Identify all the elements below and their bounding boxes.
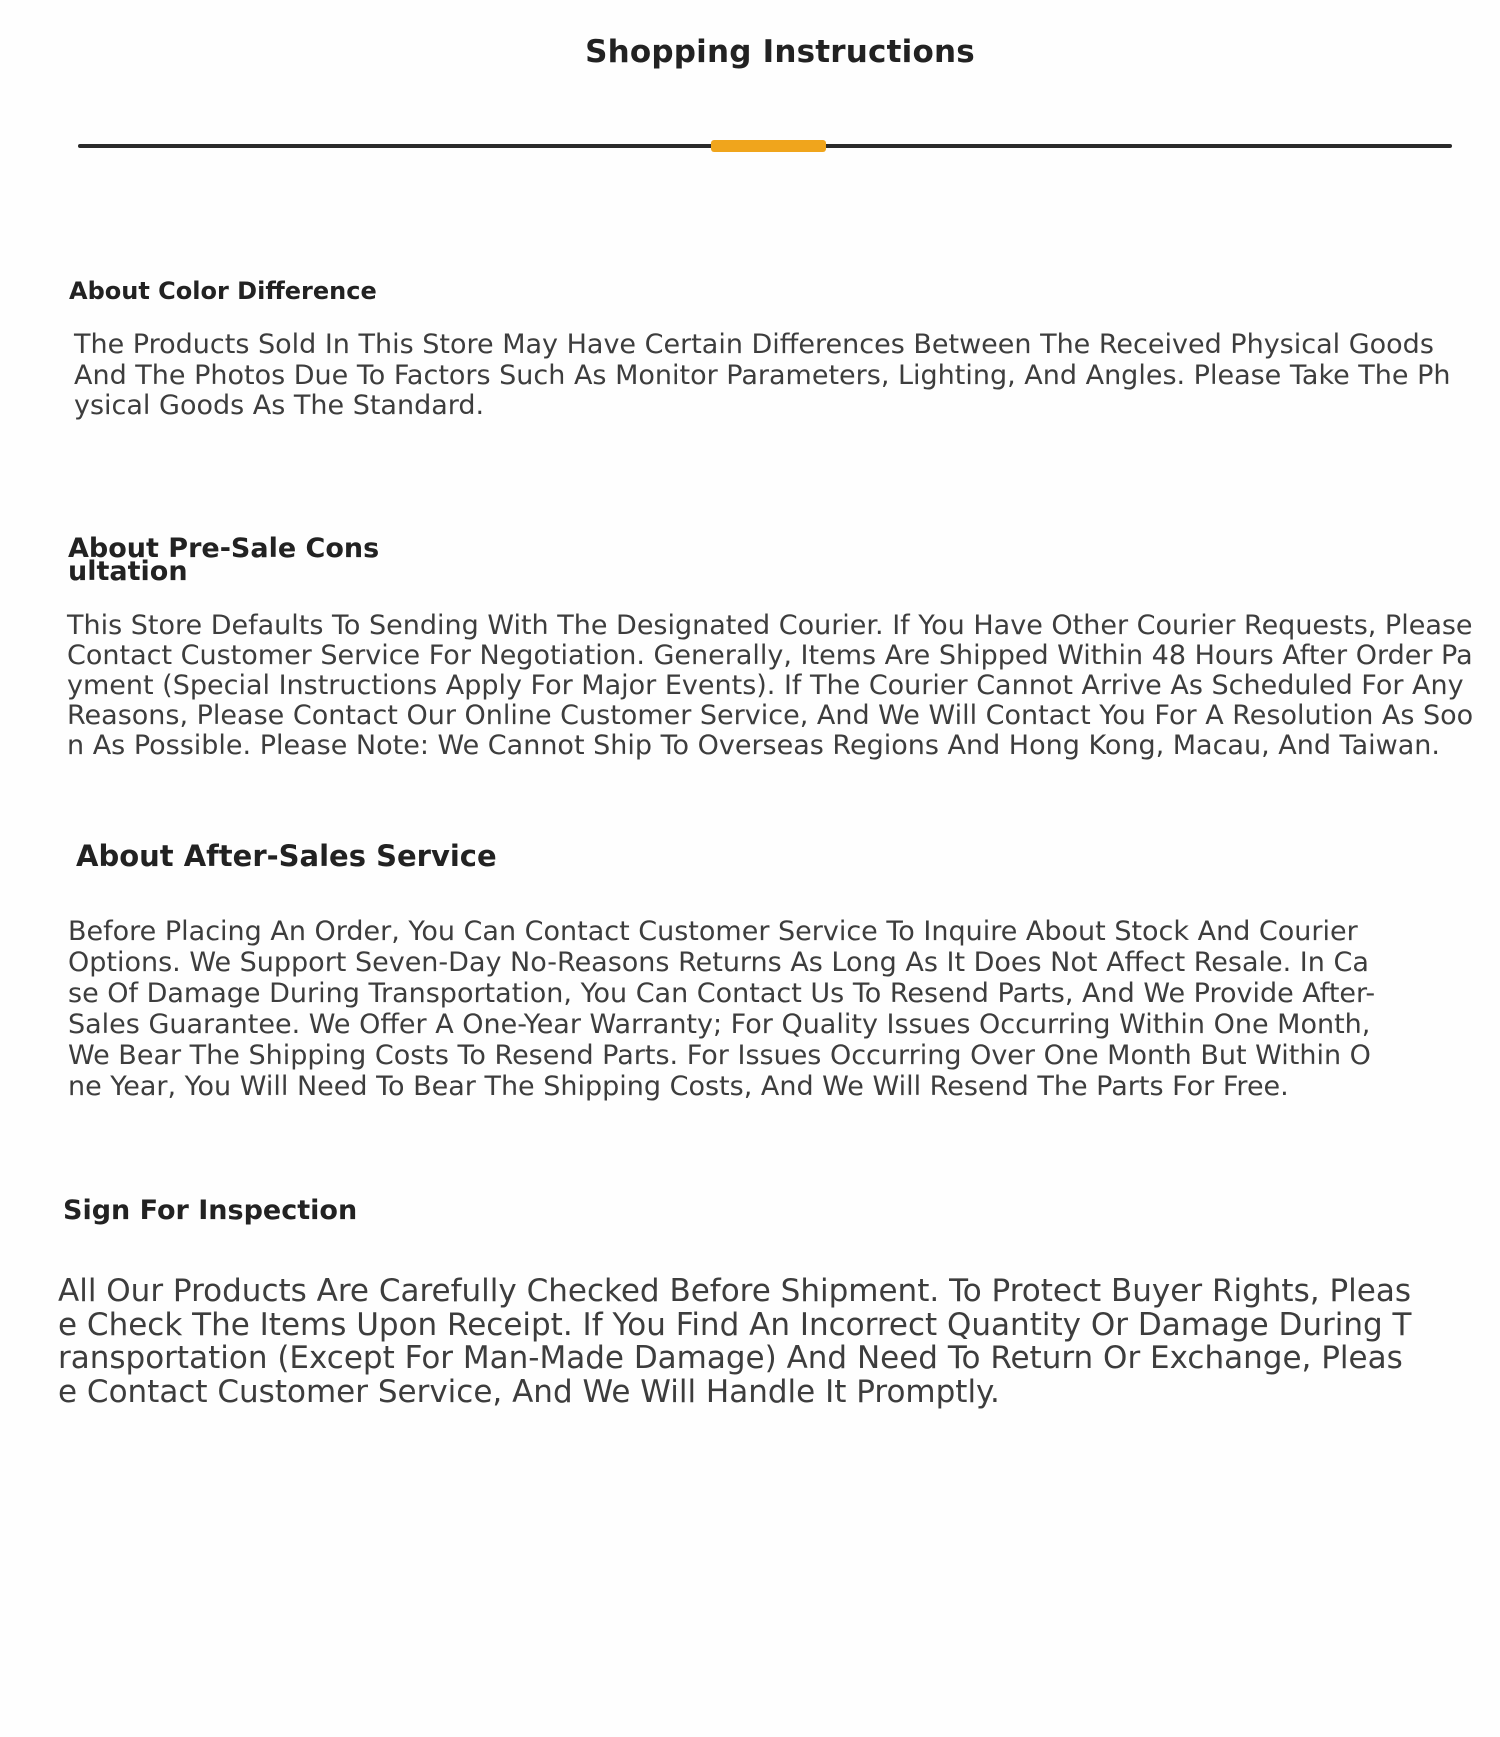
section-body: All Our Products Are Carefully Checked Before Shipment. To Protect Buyer Rights, Please Check The Items Upon Receipt. If You Find An Incorrect Quantity Or Damage During Transportation (Except For Man-Made Damage) And Need To Return Or Exchange, Please Contact Customer Service, And We Will Handle It Promptly.	[58, 1273, 1412, 1410]
section-heading: About Pre-Sale Consultation	[68, 533, 380, 587]
page-title: Shopping Instructions	[585, 34, 975, 70]
section-body: The Products Sold In This Store May Have Certain Differences Between The Received Physical Goods And The Photos Due To Factors Such As Monitor Parameters, Lighting, And Angles. Please Take The Physical Goods As The Standard.	[74, 329, 1451, 421]
section-heading: About After-Sales Service	[76, 839, 497, 873]
section-body: This Store Defaults To Sending With The Designated Courier. If You Have Other Courier Requests, Please Contact Customer Service For Negotiation. Generally, Items Are Shipped Within 48 Hours After Order Payment (Special Instructions Apply For Major Events). If The Courier Cannot Arrive As Scheduled For Any Reasons, Please Contact Our Online Customer Service, And We Will Contact You For A Resolution As Soon As Possible. Please Note: We Cannot Ship To Overseas Regions And Hong Kong, Macau, And Taiwan.	[67, 610, 1474, 761]
section-heading: About Color Difference	[69, 277, 377, 305]
title-divider-accent	[711, 140, 826, 152]
section-body: Before Placing An Order, You Can Contact Customer Service To Inquire About Stock And Courier Options. We Support Seven-Day No-Reasons Returns As Long As It Does Not Affect Resale. In Case Of Damage During Transportation, You Can Contact Us To Resend Parts, And We Provide After-Sales Guarantee. We Offer A One-Year Warranty; For Quality Issues Occurring Within One Month, We Bear The Shipping Costs To Resend Parts. For Issues Occurring Over One Month But Within One Year, You Will Need To Bear The Shipping Costs, And We Will Resend The Parts For Free.	[68, 916, 1376, 1102]
section-heading: Sign For Inspection	[63, 1195, 358, 1226]
